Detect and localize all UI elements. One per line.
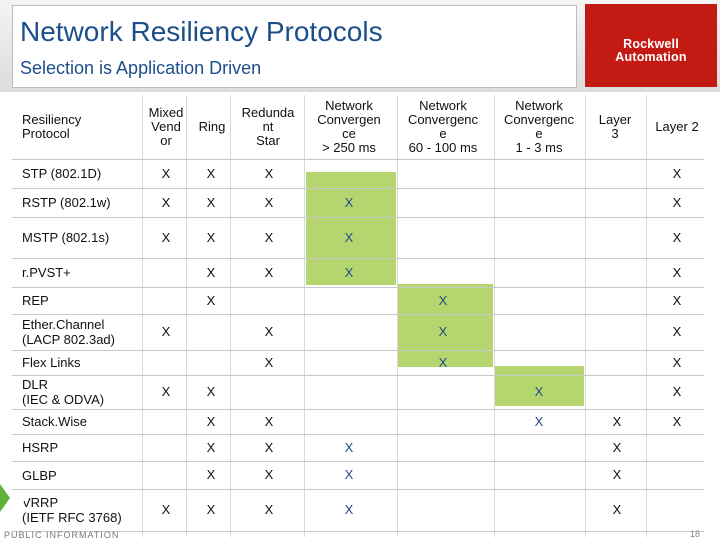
support-mark: X	[264, 165, 274, 181]
row-protocol-label: REP	[22, 293, 49, 308]
row-divider	[12, 350, 704, 351]
support-mark: X	[161, 324, 171, 339]
support-mark: X	[438, 292, 448, 308]
support-mark: X	[344, 439, 354, 455]
row-protocol-label: HSRP	[22, 440, 59, 455]
support-mark: X	[344, 502, 354, 517]
support-mark: X	[161, 229, 171, 245]
row-protocol-label: VRRP (IETF RFC 3768)	[22, 495, 122, 525]
support-mark: X	[206, 292, 216, 308]
support-mark: X	[264, 502, 274, 517]
column-header: Layer 3	[598, 112, 632, 141]
row-protocol-label: MSTP (802.1s)	[22, 230, 110, 245]
row-divider	[12, 461, 704, 462]
support-mark: X	[438, 324, 448, 339]
support-mark: X	[344, 194, 354, 210]
column-header: Redunda nt Star	[241, 105, 295, 148]
support-mark: X	[264, 413, 274, 429]
page-number: 18	[690, 529, 701, 539]
checkmark-icon	[0, 476, 30, 522]
support-mark: X	[612, 413, 622, 429]
support-mark: X	[344, 467, 354, 482]
support-mark: X	[206, 467, 216, 482]
row-protocol-label: r.PVST+	[22, 265, 71, 280]
column-divider	[397, 95, 398, 537]
support-mark: X	[612, 502, 622, 517]
column-header: Ring	[198, 119, 226, 134]
support-mark: X	[344, 229, 354, 245]
column-header: Layer 2	[655, 119, 699, 134]
classification-label: PUBLIC INFORMATION	[4, 530, 120, 540]
rockwell-logo	[585, 4, 717, 87]
column-divider	[494, 95, 495, 537]
support-mark: X	[612, 439, 622, 455]
support-mark: X	[206, 413, 216, 429]
row-protocol-label: GLBP	[22, 467, 57, 483]
support-mark: X	[534, 384, 544, 399]
slide-title: Network Resiliency Protocols	[20, 16, 383, 47]
row-protocol-label: Flex Links	[22, 355, 81, 370]
support-mark: X	[206, 194, 216, 210]
row-divider	[12, 287, 704, 288]
support-mark: X	[264, 324, 274, 339]
column-header: Network Convergenc e 60 - 100 ms	[407, 98, 479, 155]
column-divider	[186, 95, 187, 537]
row-protocol-label: DLR (IEC & ODVA)	[22, 377, 105, 407]
logo-line-1: Rockwell	[623, 37, 679, 51]
support-mark: X	[206, 264, 216, 280]
column-divider	[230, 95, 231, 537]
support-mark: X	[612, 467, 622, 482]
logo-line-2: Automation	[615, 50, 687, 64]
column-header: Network Convergen ce > 250 ms	[317, 98, 381, 155]
support-mark: X	[344, 264, 354, 280]
support-mark: X	[264, 439, 274, 455]
support-mark: X	[161, 194, 171, 210]
slide-subtitle: Selection is Application Driven	[20, 58, 262, 78]
support-mark: X	[534, 413, 544, 429]
row-divider	[12, 434, 704, 435]
support-mark: X	[264, 194, 274, 210]
support-mark: X	[672, 229, 682, 245]
support-mark: X	[672, 384, 682, 399]
row-protocol-label: RSTP (802.1w)	[22, 195, 111, 210]
support-mark: X	[672, 354, 682, 370]
support-mark: X	[264, 229, 274, 245]
header-divider	[12, 159, 704, 160]
column-header: Mixed Vend or	[148, 105, 184, 148]
support-mark: X	[672, 413, 682, 429]
column-header: Network Convergenc e 1 - 3 ms	[503, 98, 575, 155]
slide-header	[0, 0, 720, 92]
support-mark: X	[206, 439, 216, 455]
row-divider	[12, 258, 704, 259]
support-mark: X	[206, 384, 216, 399]
support-mark: X	[672, 324, 682, 339]
row-divider	[12, 188, 704, 189]
support-mark: X	[672, 264, 682, 280]
support-mark: X	[672, 292, 682, 308]
row-divider	[12, 409, 704, 410]
row-protocol-label: Ether.Channel (LACP 802.3ad)	[22, 317, 115, 347]
support-mark: X	[206, 502, 216, 517]
support-mark: X	[672, 194, 682, 210]
column-divider	[646, 95, 647, 537]
support-mark: X	[206, 165, 216, 181]
support-mark: X	[264, 354, 274, 370]
row-divider	[12, 314, 704, 315]
column-divider	[585, 95, 586, 537]
support-mark: X	[264, 264, 274, 280]
support-mark: X	[206, 229, 216, 245]
row-protocol-label: Stack.Wise	[22, 414, 88, 429]
column-divider	[304, 95, 305, 537]
column-divider	[142, 95, 143, 537]
support-mark: X	[672, 165, 682, 181]
row-divider	[12, 375, 704, 376]
support-mark: X	[161, 384, 171, 399]
row-divider	[12, 217, 704, 218]
column-header: Resiliency Protocol	[22, 112, 82, 141]
row-protocol-label: STP (802.1D)	[22, 166, 102, 181]
support-mark: X	[264, 467, 274, 482]
support-mark: X	[161, 165, 171, 181]
support-mark: X	[438, 354, 448, 370]
support-mark: X	[161, 502, 171, 517]
